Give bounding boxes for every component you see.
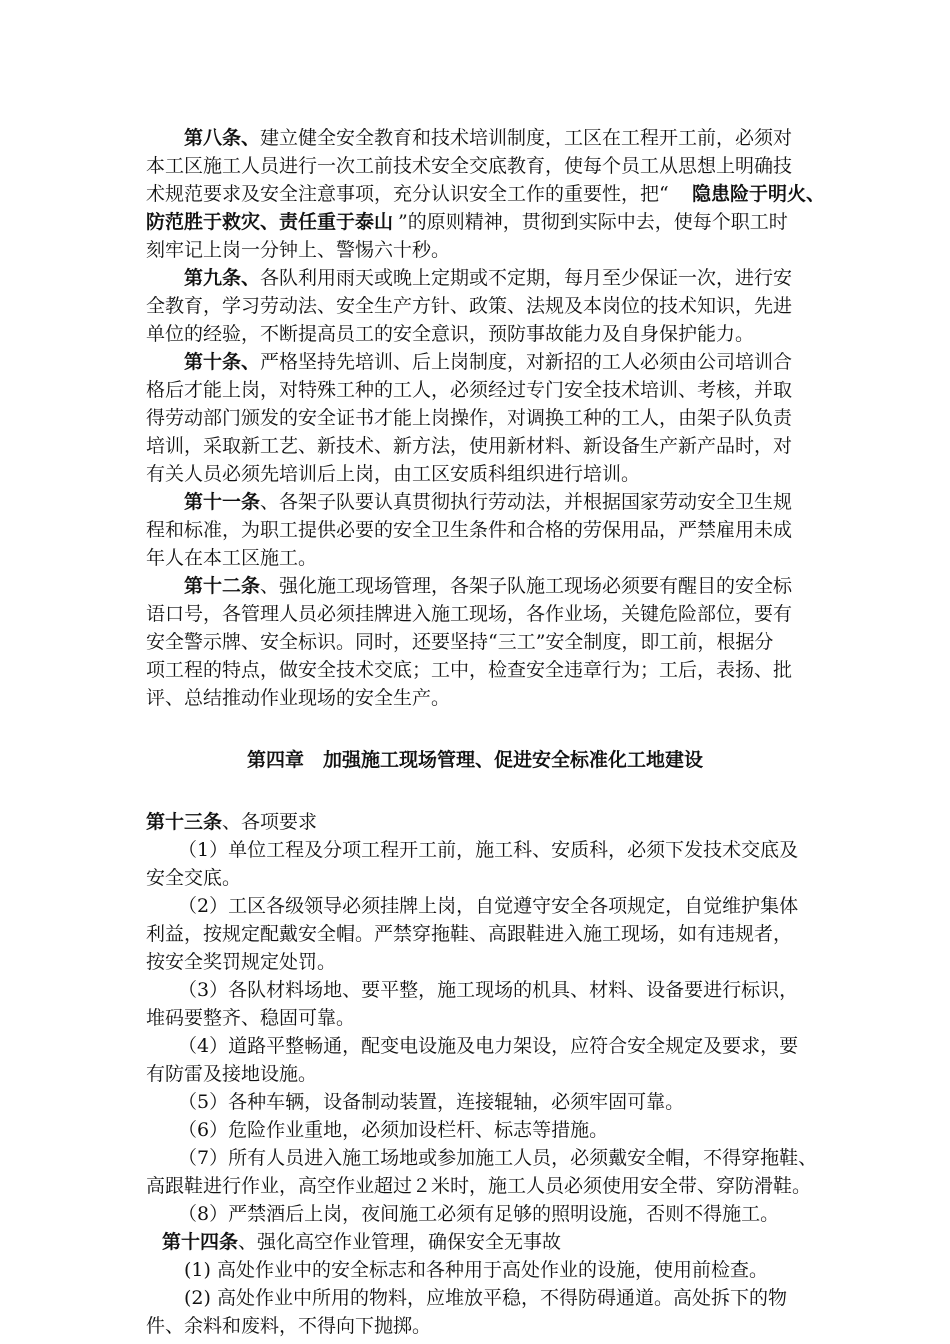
article-10-line-5: 有关人员必须先培训后上岗，由工区安质科组织进行培训。 xyxy=(146,463,641,485)
article-14-item-2-line-1: (2) 高处作业中所用的物料，应堆放平稳，不得防碍通道。高处拆下的物 xyxy=(184,1287,787,1309)
article-12-line-5: 评、总结推动作业现场的安全生产。 xyxy=(146,687,451,709)
article-13-item-2-line-2: 利益，按规定配戴安全帽。严禁穿拖鞋、高跟鞋进入施工现场，如有违规者， xyxy=(146,923,793,945)
article-13-item-1-line-2: 安全交底。 xyxy=(146,867,242,889)
article-14-item-2-line-2: 件、余料和废料，不得向下抛掷。 xyxy=(146,1315,432,1337)
article-13-item-6: （6）危险作业重地，必须加设栏杆、标志等措施。 xyxy=(178,1119,609,1141)
article-14-heading: 第十四条 xyxy=(162,1231,239,1253)
article-9-line-2: 全教育，学习劳动法、安全生产方针、政策、法规及本岗位的技术知识，先进 xyxy=(146,295,793,317)
article-8-bold-phrase-2: 防范胜于救灾、责任重于泰山 xyxy=(146,211,394,233)
article-10-line-1: 第十条、 严格坚持先培训、后上岗制度，对新招的工人必须由公司培训合 xyxy=(0,348,950,376)
article-13-item-4-line-2: 有防雷及接地设施。 xyxy=(146,1063,318,1085)
article-14-item-1: (1) 高处作业中的安全标志和各种用于高处作业的设施，使用前检查。 xyxy=(184,1259,768,1281)
article-10-heading: 第十条、 xyxy=(184,351,261,373)
article-11-heading: 第十一条 xyxy=(184,491,261,513)
article-10-line-4: 培训，采取新工艺、新技术、新方法，使用新材料、新设备生产新产品时，对 xyxy=(146,435,793,457)
article-13-item-8: （8）严禁酒后上岗，夜间施工必须有足够的照明设施，否则不得施工。 xyxy=(178,1203,780,1225)
article-13-line-1: 第十三条 、各项要求 xyxy=(0,808,950,836)
article-9-line-3: 单位的经验，不断提高员工的安全意识，预防事故能力及自身保护能力。 xyxy=(146,323,755,345)
article-9-heading: 第九条、 xyxy=(184,267,261,289)
article-8-line-4: 防范胜于救灾、责任重于泰山 ”的原则精神，贯彻到实际中去，使每个职工时 xyxy=(0,208,950,236)
article-13-item-5: （5）各种车辆，设备制动装置，连接辊轴，必须牢固可靠。 xyxy=(178,1091,685,1113)
article-13-item-3-line-2: 堆码要整齐、稳固可靠。 xyxy=(146,1007,356,1029)
article-8-line-5: 刻牢记上岗一分钟上、警惕六十秒。 xyxy=(146,239,451,261)
article-12-heading: 第十二条 xyxy=(184,575,261,597)
article-11-line-2: 程和标准，为职工提供必要的安全卫生条件和合格的劳保用品，严禁雇用未成 xyxy=(146,519,793,541)
article-12-line-3: 安全警示牌、安全标识。同时，还要坚持“三工”安全制度，即工前，根据分 xyxy=(146,631,774,653)
article-14-line-1: 第十四条 、强化高空作业管理，确保安全无事故 xyxy=(0,1228,950,1256)
article-13-heading: 第十三条 xyxy=(146,811,223,833)
article-8-line-3: 术规范要求及安全注意事项，充分认识安全工作的重要性，把“ 隐患险于明火、 xyxy=(0,180,950,208)
article-13-item-2-line-1: （2）工区各级领导必须挂牌上岗，自觉遵守安全各项规定，自觉维护集体 xyxy=(178,895,799,917)
article-10-line-2: 格后才能上岗，对特殊工种的工人，必须经过专门安全技术培训、考核，并取 xyxy=(146,379,793,401)
article-12-line-4: 项工程的特点，做安全技术交底；工中，检查安全违章行为；工后，表扬、批 xyxy=(146,659,793,681)
article-8-line-2: 本工区施工人员进行一次工前技术安全交底教育，使每个员工从思想上明确技 xyxy=(146,155,793,177)
article-13-item-1-line-1: （1）单位工程及分项工程开工前，施工科、安质科，必须下发技术交底及 xyxy=(178,839,799,861)
article-13-item-7-line-2: 高跟鞋进行作业，高空作业超过２米时，施工人员必须使用安全带、穿防滑鞋。 xyxy=(146,1175,812,1197)
article-11-line-1: 第十一条 、各架子队要认真贯彻执行劳动法，并根据国家劳动安全卫生规 xyxy=(0,488,950,516)
article-12-line-1: 第十二条 、强化施工现场管理，各架子队施工现场必须要有醒目的安全标 xyxy=(0,572,950,600)
article-12-line-2: 语口号，各管理人员必须挂牌进入施工现场，各作业场，关键危险部位，要有 xyxy=(146,603,793,625)
article-8-heading: 第八条、 xyxy=(184,127,261,149)
article-8-bold-phrase-1: 隐患险于明火、 xyxy=(692,183,826,205)
article-13-item-3-line-1: （3）各队材料场地、要平整，施工现场的机具、材料、设备要进行标识， xyxy=(178,979,799,1001)
article-13-item-2-line-3: 按安全奖罚规定处罚。 xyxy=(146,951,337,973)
chapter-4-title: 第四章 加强施工现场管理、促进安全标准化工地建设 xyxy=(246,749,703,771)
article-9-line-1: 第九条、 各队利用雨天或晚上定期或不定期，每月至少保证一次，进行安 xyxy=(0,264,950,292)
article-11-line-3: 年人在本工区施工。 xyxy=(146,547,318,569)
article-8-line-1: 第八条、 建立健全安全教育和技术培训制度，工区在工程开工前，必须对 xyxy=(0,124,950,152)
article-13-item-7-line-1: （7）所有人员进入施工场地或参加施工人员，必须戴安全帽，不得穿拖鞋、 xyxy=(178,1147,818,1169)
article-10-line-3: 得劳动部门颁发的安全证书才能上岗操作，对调换工种的工人，由架子队负责 xyxy=(146,407,793,429)
article-13-item-4-line-1: （4）道路平整畅通，配变电设施及电力架设，应符合安全规定及要求，要 xyxy=(178,1035,799,1057)
